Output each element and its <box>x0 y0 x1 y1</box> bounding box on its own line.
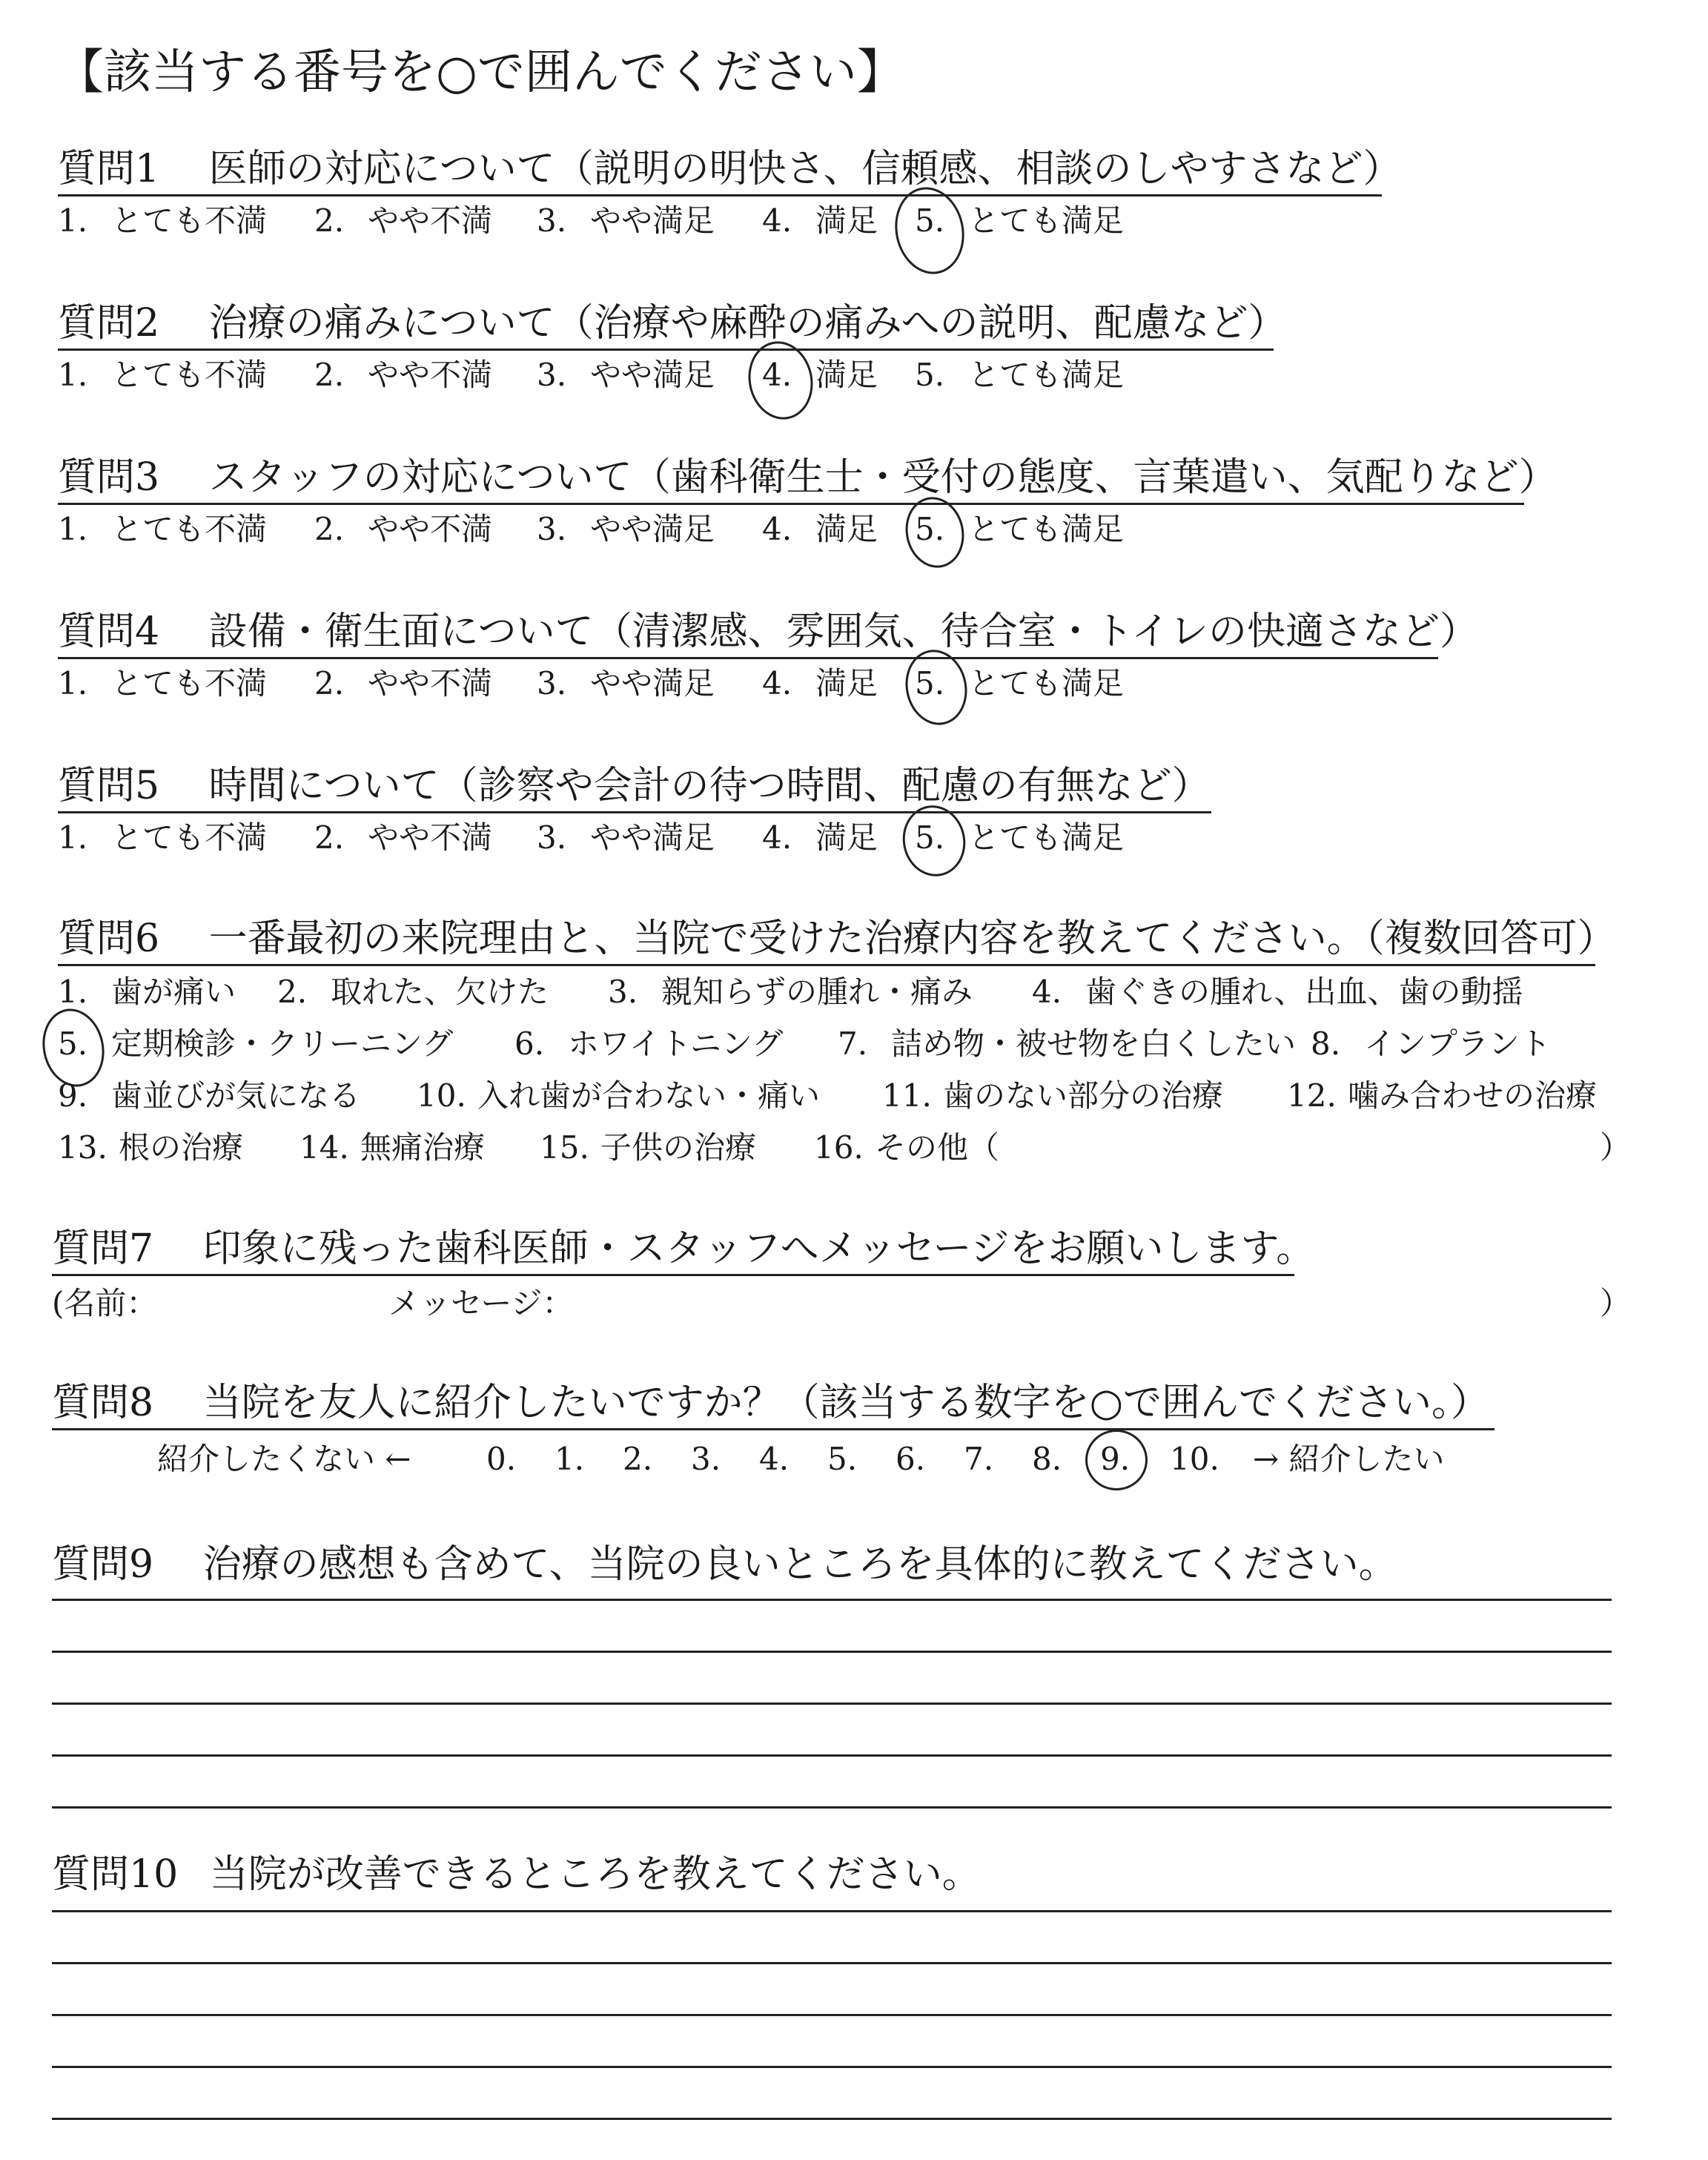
q3-opt-1-label: とても不満 <box>111 511 268 547</box>
q7-name-input[interactable] <box>171 1281 378 1324</box>
q8-scale-1[interactable]: 1. <box>555 1441 585 1477</box>
q4-opt-3-label: やや満足 <box>590 665 715 701</box>
q4-opt-5-num[interactable]: 5. <box>915 665 945 701</box>
q6-opt-12-num[interactable]: 12. <box>1287 1077 1337 1114</box>
question-8-label: 質問8 <box>52 1381 154 1425</box>
q1-opt-1-num[interactable]: 1. <box>58 202 88 239</box>
q4-opt-4-num[interactable]: 4. <box>762 665 792 701</box>
q8-scale-4[interactable]: 4. <box>759 1441 790 1477</box>
q3-opt-4-label: 満足 <box>815 511 878 547</box>
q3-opt-5-label: とても満足 <box>968 511 1125 547</box>
q2-opt-4-num[interactable]: 4. <box>762 357 792 393</box>
question-8 <box>52 1379 1489 1427</box>
q6-opt-6-label: ホワイトニング <box>568 1025 784 1062</box>
q10-answer-line[interactable] <box>52 1962 1612 1964</box>
q5-opt-2-num[interactable]: 2. <box>314 819 345 856</box>
question-2-text: 治療の痛みについて（治療や麻酔の痛みへの説明、配慮など） <box>208 301 1287 346</box>
q6-opt-1-label: 歯が痛い <box>111 974 236 1010</box>
q4-opt-3-num[interactable]: 3. <box>537 665 567 701</box>
q6-other-input[interactable] <box>1016 1127 1594 1169</box>
question-1-text: 医師の対応について（説明の明快さ、信頼感、相談のしやすさなど） <box>208 147 1402 191</box>
q8-scale-7[interactable]: 7. <box>964 1441 994 1477</box>
question-6-label: 質問6 <box>58 916 160 961</box>
q6-other-close-paren: ） <box>1600 1129 1632 1166</box>
q5-opt-1-label: とても不満 <box>111 819 268 856</box>
q8-scale-5[interactable]: 5. <box>827 1441 858 1477</box>
q5-opt-4-num[interactable]: 4. <box>762 819 792 856</box>
question-6-text: 一番最初の来院理由と、当院で受けた治療内容を教えてください。（複数回答可） <box>208 916 1616 961</box>
question-5-text: 時間について（診察や会計の待つ時間、配慮の有無など） <box>208 764 1211 808</box>
q10-answer-line[interactable] <box>52 2118 1612 2120</box>
q1-opt-5-label: とても満足 <box>968 202 1125 239</box>
q6-opt-15-num[interactable]: 15. <box>540 1129 589 1166</box>
q8-scale-0[interactable]: 0. <box>486 1441 517 1477</box>
question-10-text: 当院が改善できるところを教えてください。 <box>209 1852 981 1897</box>
q6-opt-3-label: 親知らずの腫れ・痛み <box>661 974 973 1010</box>
q6-opt-11-num[interactable]: 11. <box>882 1077 932 1114</box>
q6-opt-1-num[interactable]: 1. <box>58 974 88 1010</box>
question-2 <box>58 300 1287 347</box>
question-2-underline <box>58 349 1274 351</box>
q1-opt-2-label: やや不満 <box>368 202 493 239</box>
q1-opt-4-num[interactable]: 4. <box>762 202 792 239</box>
q5-opt-3-label: やや満足 <box>590 819 715 856</box>
q3-opt-1-num[interactable]: 1. <box>58 511 88 547</box>
q2-opt-1-num[interactable]: 1. <box>58 357 88 393</box>
q3-opt-2-label: やや不満 <box>368 511 493 547</box>
question-3-text: スタッフの対応について（歯科衛生士・受付の態度、言葉遣い、気配りなど） <box>208 455 1558 500</box>
q6-opt-14-label: 無痛治療 <box>360 1129 486 1166</box>
q6-opt-11-label: 歯のない部分の治療 <box>943 1077 1224 1114</box>
question-7 <box>52 1225 1314 1272</box>
question-9 <box>52 1541 1397 1588</box>
q5-opt-2-label: やや不満 <box>368 819 493 856</box>
q2-opt-2-num[interactable]: 2. <box>314 357 345 393</box>
q9-answer-line[interactable] <box>52 1806 1612 1809</box>
q6-opt-8-label: インプラント <box>1364 1025 1552 1062</box>
q6-opt-7-label: 詰め物・被せ物を白くしたい <box>891 1025 1297 1062</box>
q6-opt-9-label: 歯並びが気になる <box>111 1077 361 1114</box>
q3-opt-3-label: やや満足 <box>590 511 715 547</box>
q6-opt-10-label: 入れ歯が合わない・痛い <box>477 1077 821 1114</box>
q9-answer-line[interactable] <box>52 1702 1612 1705</box>
q5-opt-5-label: とても満足 <box>968 819 1125 856</box>
q6-opt-8-num[interactable]: 8. <box>1311 1025 1341 1062</box>
q6-opt-12-label: 噛み合わせの治療 <box>1348 1077 1598 1114</box>
q3-opt-2-num[interactable]: 2. <box>314 511 345 547</box>
question-1 <box>58 145 1402 193</box>
question-6-underline <box>58 964 1595 966</box>
question-5-underline <box>58 811 1211 813</box>
q1-opt-1-label: とても不満 <box>111 202 268 239</box>
q6-opt-16-label: その他（ <box>875 1129 1000 1166</box>
question-8-text: 当院を友人に紹介したいですか？（該当する数字を○で囲んでください。） <box>202 1381 1489 1425</box>
q3-opt-4-num[interactable]: 4. <box>762 511 792 547</box>
q3-opt-3-num[interactable]: 3. <box>537 511 567 547</box>
q8-selection-circle <box>1085 1430 1148 1490</box>
q10-answer-line[interactable] <box>52 2014 1612 2016</box>
q6-opt-2-label: 取れた、欠けた <box>331 974 549 1010</box>
q2-opt-5-label: とても満足 <box>968 357 1125 393</box>
q7-close-paren: ） <box>1600 1285 1632 1321</box>
q8-right-label: → 紹介したい <box>1253 1441 1445 1477</box>
q6-opt-3-num[interactable]: 3. <box>608 974 638 1010</box>
q5-opt-5-num[interactable]: 5. <box>915 819 945 856</box>
question-9-label: 質問9 <box>52 1542 154 1587</box>
q10-answer-line[interactable] <box>52 1910 1612 1912</box>
q6-opt-7-num[interactable]: 7. <box>838 1025 868 1062</box>
q5-opt-1-num[interactable]: 1. <box>58 819 88 856</box>
question-4-underline <box>58 657 1438 659</box>
q3-opt-5-num[interactable]: 5. <box>915 511 945 547</box>
question-6 <box>58 915 1616 962</box>
question-3 <box>58 454 1558 501</box>
q6-opt-2-num[interactable]: 2. <box>277 974 308 1010</box>
q8-scale-8[interactable]: 8. <box>1032 1441 1062 1477</box>
question-3-label: 質問3 <box>58 455 160 500</box>
q4-opt-1-num[interactable]: 1. <box>58 665 88 701</box>
q6-opt-13-num[interactable]: 13. <box>58 1129 107 1166</box>
question-2-label: 質問2 <box>58 301 160 346</box>
question-3-underline <box>58 503 1524 505</box>
q8-scale-10[interactable]: 10. <box>1170 1441 1219 1477</box>
q9-answer-line[interactable] <box>52 1599 1612 1601</box>
q8-scale-6[interactable]: 6. <box>896 1441 926 1477</box>
q6-opt-4-num[interactable]: 4. <box>1032 974 1062 1010</box>
q7-message-label: メッセージ： <box>388 1285 574 1321</box>
q6-opt-10-num[interactable]: 10. <box>417 1077 466 1114</box>
q6-opt-4-label: 歯ぐきの腫れ、出血、歯の動揺 <box>1085 974 1523 1010</box>
q2-opt-3-num[interactable]: 3. <box>537 357 567 393</box>
q6-opt-9-num[interactable]: 9. <box>58 1077 88 1114</box>
q4-opt-1-label: とても不満 <box>111 665 268 701</box>
question-5-label: 質問5 <box>58 764 160 808</box>
q2-opt-2-label: やや不満 <box>368 357 493 393</box>
question-4-text: 設備・衛生面について（清潔感、雰囲気、待合室・トイレの快適さなど） <box>208 610 1478 654</box>
q6-opt-14-num[interactable]: 14. <box>299 1129 349 1166</box>
question-7-underline <box>52 1274 1294 1276</box>
q2-opt-4-label: 満足 <box>815 357 878 393</box>
q6-opt-6-num[interactable]: 6. <box>514 1025 545 1062</box>
q6-opt-16-num[interactable]: 16. <box>814 1129 864 1166</box>
question-7-label: 質問7 <box>52 1226 154 1271</box>
q4-opt-2-label: やや不満 <box>368 665 493 701</box>
question-7-text: 印象に残った歯科医師・スタッフへメッセージをお願いします。 <box>202 1226 1315 1271</box>
q6-opt-5-label: 定期検診・クリーニング <box>111 1025 454 1062</box>
q8-scale-3[interactable]: 3. <box>691 1441 721 1477</box>
q5-opt-4-label: 満足 <box>815 819 878 856</box>
q1-opt-3-num[interactable]: 3. <box>537 202 567 239</box>
question-10-label: 質問10 <box>52 1852 179 1897</box>
page-title: 【該当する番号を○で囲んでください】 <box>56 45 904 100</box>
q1-opt-4-label: 満足 <box>815 202 878 239</box>
question-8-underline <box>52 1428 1494 1430</box>
question-4-label: 質問4 <box>58 610 160 654</box>
q6-opt-5-num[interactable]: 5. <box>58 1025 88 1062</box>
question-1-underline <box>58 194 1382 196</box>
q2-opt-1-label: とても不満 <box>111 357 268 393</box>
q2-opt-5-num[interactable]: 5. <box>915 357 945 393</box>
question-9-text: 治療の感想も含めて、当院の良いところを具体的に教えてください。 <box>202 1542 1397 1587</box>
question-10 <box>52 1851 981 1898</box>
q5-opt-3-num[interactable]: 3. <box>537 819 567 856</box>
q8-scale-2[interactable]: 2. <box>623 1441 653 1477</box>
question-5 <box>58 762 1211 810</box>
q10-answer-line[interactable] <box>52 2066 1612 2068</box>
question-1-label: 質問1 <box>58 147 160 191</box>
q9-answer-line[interactable] <box>52 1651 1612 1653</box>
q1-opt-5-num[interactable]: 5. <box>915 202 945 239</box>
q6-opt-13-label: 根の治療 <box>119 1129 244 1166</box>
q2-opt-3-label: やや満足 <box>590 357 715 393</box>
q1-opt-3-label: やや満足 <box>590 202 715 239</box>
q4-opt-5-label: とても満足 <box>968 665 1125 701</box>
question-4 <box>58 608 1478 655</box>
q8-scale-9[interactable]: 9. <box>1100 1441 1131 1477</box>
q1-opt-2-num[interactable]: 2. <box>314 202 345 239</box>
q7-name-label: (名前： <box>52 1285 158 1321</box>
q6-opt-15-label: 子供の治療 <box>600 1129 757 1166</box>
q4-opt-4-label: 満足 <box>815 665 878 701</box>
q4-opt-2-num[interactable]: 2. <box>314 665 345 701</box>
q7-message-input[interactable] <box>586 1281 1586 1324</box>
q8-left-label: 紹介したくない ← <box>157 1441 411 1477</box>
q9-answer-line[interactable] <box>52 1754 1612 1757</box>
